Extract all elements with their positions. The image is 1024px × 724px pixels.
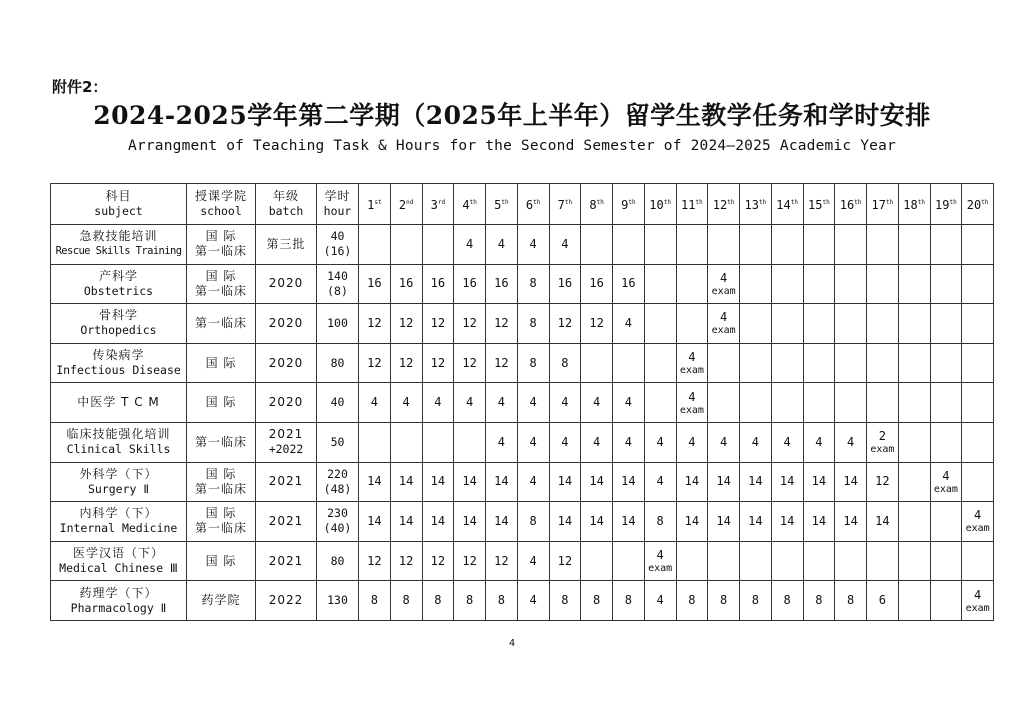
week-cell xyxy=(898,304,930,344)
week-cell: 4 xyxy=(835,422,867,462)
header-row xyxy=(51,184,994,225)
week-cell xyxy=(930,343,962,383)
subject-cell: 产科学 Obstetrics xyxy=(51,264,187,304)
week-cell: 12 xyxy=(422,343,454,383)
week-cell: 14 xyxy=(835,462,867,502)
week-cell xyxy=(390,225,422,265)
table-row xyxy=(51,422,994,462)
exam-label: exam xyxy=(965,602,990,614)
subject-cell: 骨科学 Orthopedics xyxy=(51,304,187,344)
school-cell: 国 际 第一临床 xyxy=(187,502,256,542)
week-cell xyxy=(835,541,867,581)
week-cell: 4 xyxy=(517,422,549,462)
week-cell: 2 exam xyxy=(867,422,899,462)
week-cell: 4 xyxy=(740,422,772,462)
page-title: 2024-2025学年第二学期（2025年上半年）留学生教学任务和学时安排 xyxy=(93,101,931,130)
week-cell: 14 xyxy=(835,502,867,542)
week-cell xyxy=(898,422,930,462)
school-cell: 国 际 xyxy=(187,383,256,423)
week-cell: 8 xyxy=(613,581,645,621)
week-cell: 14 xyxy=(454,502,486,542)
week-cell xyxy=(898,581,930,621)
week-cell xyxy=(898,383,930,423)
week-cell: 4 exam xyxy=(644,541,676,581)
week-cell: 8 xyxy=(676,581,708,621)
col-school: 授课学院 school xyxy=(187,184,256,225)
attachment-label: 附件2： xyxy=(52,78,108,96)
col-week-8: 8th xyxy=(581,184,613,225)
week-cell: 14 xyxy=(740,502,772,542)
week-cell xyxy=(867,264,899,304)
week-cell xyxy=(898,225,930,265)
col-week-19: 19th xyxy=(930,184,962,225)
week-cell xyxy=(867,383,899,423)
school-cell: 国 际 第一临床 xyxy=(187,264,256,304)
week-cell: 14 xyxy=(359,462,391,502)
week-cell: 16 xyxy=(549,264,581,304)
week-cell xyxy=(835,343,867,383)
subject-cell: 内科学（下） Internal Medicine xyxy=(51,502,187,542)
week-cell: 14 xyxy=(867,502,899,542)
week-cell xyxy=(708,343,740,383)
col-week-7: 7th xyxy=(549,184,581,225)
week-cell xyxy=(803,541,835,581)
week-cell: 8 xyxy=(740,581,772,621)
exam-label: exam xyxy=(711,285,736,297)
week-cell xyxy=(835,264,867,304)
week-cell: 4 xyxy=(581,422,613,462)
table-row xyxy=(51,383,994,423)
week-cell: 16 xyxy=(390,264,422,304)
week-cell: 4 exam xyxy=(708,264,740,304)
col-week-17: 17th xyxy=(867,184,899,225)
week-cell: 8 xyxy=(517,343,549,383)
week-cell xyxy=(835,304,867,344)
week-cell xyxy=(930,304,962,344)
table-row xyxy=(51,225,994,265)
week-cell xyxy=(771,225,803,265)
week-cell: 14 xyxy=(676,502,708,542)
week-cell: 4 xyxy=(613,304,645,344)
week-cell xyxy=(867,541,899,581)
hour-cell: 40 (16) xyxy=(317,225,359,265)
table-row xyxy=(51,502,994,542)
week-cell: 12 xyxy=(486,304,518,344)
week-cell: 8 xyxy=(517,264,549,304)
subject-cell: 中医学 T C M xyxy=(51,383,187,423)
subject-cell: 急救技能培训 Rescue Skills Training xyxy=(51,225,187,265)
week-cell xyxy=(359,225,391,265)
week-cell: 4 xyxy=(644,581,676,621)
week-cell xyxy=(803,264,835,304)
col-week-3: 3rd xyxy=(422,184,454,225)
week-cell xyxy=(867,225,899,265)
week-cell: 8 xyxy=(517,502,549,542)
week-cell: 4 xyxy=(517,383,549,423)
week-cell: 14 xyxy=(486,462,518,502)
week-cell xyxy=(581,343,613,383)
week-cell: 12 xyxy=(390,304,422,344)
week-cell: 4 xyxy=(486,383,518,423)
week-cell: 4 exam xyxy=(676,343,708,383)
week-cell: 14 xyxy=(740,462,772,502)
school-cell: 国 际 第一临床 xyxy=(187,225,256,265)
week-cell: 16 xyxy=(422,264,454,304)
week-cell: 8 xyxy=(549,581,581,621)
table-row xyxy=(51,343,994,383)
week-cell xyxy=(930,581,962,621)
week-cell: 8 xyxy=(390,581,422,621)
week-cell xyxy=(708,225,740,265)
week-cell xyxy=(644,225,676,265)
week-cell xyxy=(898,502,930,542)
week-cell: 4 exam xyxy=(708,304,740,344)
week-cell: 4 xyxy=(517,462,549,502)
week-cell: 8 xyxy=(581,581,613,621)
week-cell: 14 xyxy=(803,462,835,502)
week-cell: 8 xyxy=(517,304,549,344)
week-cell: 12 xyxy=(581,304,613,344)
subject-cell: 传染病学 Infectious Disease xyxy=(51,343,187,383)
week-cell: 12 xyxy=(390,343,422,383)
week-cell: 14 xyxy=(390,502,422,542)
week-cell xyxy=(962,264,994,304)
week-cell xyxy=(676,225,708,265)
week-cell: 4 xyxy=(676,422,708,462)
week-cell xyxy=(867,343,899,383)
week-cell xyxy=(930,541,962,581)
week-cell: 14 xyxy=(613,502,645,542)
school-cell: 第一临床 xyxy=(187,422,256,462)
week-cell: 4 xyxy=(644,462,676,502)
hour-cell: 40 xyxy=(317,383,359,423)
week-cell xyxy=(676,264,708,304)
week-cell: 4 xyxy=(644,422,676,462)
week-cell: 4 xyxy=(517,581,549,621)
week-cell: 8 xyxy=(708,581,740,621)
week-cell: 14 xyxy=(613,462,645,502)
col-week-15: 15th xyxy=(803,184,835,225)
week-cell: 4 xyxy=(517,225,549,265)
week-cell xyxy=(454,422,486,462)
exam-label: exam xyxy=(965,523,990,535)
week-cell: 14 xyxy=(771,462,803,502)
subject-cell: 医学汉语（下） Medical Chinese Ⅲ xyxy=(51,541,187,581)
table-row xyxy=(51,462,994,502)
week-cell: 14 xyxy=(549,462,581,502)
table-row xyxy=(51,541,994,581)
week-cell xyxy=(898,541,930,581)
week-cell: 14 xyxy=(454,462,486,502)
hour-cell: 140 (8) xyxy=(317,264,359,304)
table-row xyxy=(51,581,994,621)
week-cell: 16 xyxy=(486,264,518,304)
week-cell xyxy=(740,264,772,304)
week-cell: 8 xyxy=(771,581,803,621)
week-cell xyxy=(740,304,772,344)
week-cell: 8 xyxy=(835,581,867,621)
week-cell xyxy=(740,541,772,581)
exam-label: exam xyxy=(648,563,673,575)
page-number: 4 xyxy=(508,638,516,649)
week-cell: 12 xyxy=(549,541,581,581)
week-cell: 14 xyxy=(549,502,581,542)
exam-label: exam xyxy=(679,404,704,416)
week-cell: 14 xyxy=(359,502,391,542)
table-row xyxy=(51,264,994,304)
week-cell: 12 xyxy=(454,343,486,383)
col-week-1: 1st xyxy=(359,184,391,225)
batch-cell: 2021 +2022 xyxy=(256,422,317,462)
exam-label: exam xyxy=(933,483,958,495)
week-cell xyxy=(676,541,708,581)
week-cell: 6 xyxy=(867,581,899,621)
week-cell: 4 xyxy=(422,383,454,423)
week-cell xyxy=(771,541,803,581)
week-cell: 4 xyxy=(454,383,486,423)
school-cell: 国 际 xyxy=(187,541,256,581)
week-cell: 4 xyxy=(517,541,549,581)
week-cell xyxy=(740,343,772,383)
subject-cell: 外科学（下） Surgery Ⅱ xyxy=(51,462,187,502)
week-cell: 4 xyxy=(486,225,518,265)
week-cell: 12 xyxy=(422,304,454,344)
hour-cell: 130 xyxy=(317,581,359,621)
week-cell xyxy=(867,304,899,344)
week-cell xyxy=(708,383,740,423)
hour-cell: 100 xyxy=(317,304,359,344)
col-subject: 科目 subject xyxy=(51,184,187,225)
week-cell: 14 xyxy=(708,462,740,502)
week-cell: 4 xyxy=(613,422,645,462)
week-cell: 14 xyxy=(581,462,613,502)
school-cell: 药学院 xyxy=(187,581,256,621)
week-cell: 16 xyxy=(613,264,645,304)
week-cell xyxy=(835,225,867,265)
subject-cell: 临床技能强化培训 Clinical Skills xyxy=(51,422,187,462)
week-cell xyxy=(676,304,708,344)
week-cell xyxy=(390,422,422,462)
week-cell xyxy=(930,422,962,462)
table-row xyxy=(51,304,994,344)
hour-cell: 80 xyxy=(317,541,359,581)
week-cell: 8 xyxy=(359,581,391,621)
week-cell xyxy=(962,383,994,423)
week-cell xyxy=(835,383,867,423)
week-cell xyxy=(644,304,676,344)
week-cell: 14 xyxy=(486,502,518,542)
week-cell xyxy=(740,225,772,265)
week-cell xyxy=(422,422,454,462)
week-cell: 4 xyxy=(549,422,581,462)
week-cell: 14 xyxy=(581,502,613,542)
week-cell: 8 xyxy=(422,581,454,621)
batch-cell: 2020 xyxy=(256,383,317,423)
batch-cell: 2020 xyxy=(256,343,317,383)
week-cell: 4 xyxy=(390,383,422,423)
hour-cell: 220 (48) xyxy=(317,462,359,502)
week-cell xyxy=(898,264,930,304)
week-cell: 4 exam xyxy=(676,383,708,423)
col-hour: 学时 hour xyxy=(317,184,359,225)
week-cell xyxy=(644,383,676,423)
batch-cell: 2022 xyxy=(256,581,317,621)
week-cell: 12 xyxy=(390,541,422,581)
week-cell: 4 xyxy=(549,225,581,265)
week-cell xyxy=(644,264,676,304)
week-cell: 4 xyxy=(581,383,613,423)
week-cell xyxy=(803,225,835,265)
week-cell xyxy=(898,343,930,383)
week-cell xyxy=(771,343,803,383)
week-cell xyxy=(613,225,645,265)
week-cell: 12 xyxy=(422,541,454,581)
week-cell xyxy=(803,304,835,344)
week-cell: 12 xyxy=(454,304,486,344)
week-cell: 12 xyxy=(867,462,899,502)
week-cell xyxy=(803,343,835,383)
batch-cell: 2021 xyxy=(256,502,317,542)
exam-label: exam xyxy=(711,325,736,337)
week-cell xyxy=(613,343,645,383)
hour-cell: 230 (40) xyxy=(317,502,359,542)
week-cell xyxy=(581,541,613,581)
week-cell xyxy=(930,383,962,423)
col-week-14: 14th xyxy=(771,184,803,225)
week-cell: 4 exam xyxy=(962,502,994,542)
week-cell xyxy=(962,462,994,502)
week-cell xyxy=(930,264,962,304)
week-cell xyxy=(771,304,803,344)
week-cell xyxy=(771,383,803,423)
week-cell: 12 xyxy=(486,541,518,581)
week-cell: 16 xyxy=(454,264,486,304)
exam-label: exam xyxy=(679,365,704,377)
week-cell: 8 xyxy=(803,581,835,621)
week-cell xyxy=(930,502,962,542)
week-cell: 14 xyxy=(708,502,740,542)
week-cell xyxy=(962,304,994,344)
col-week-10: 10th xyxy=(644,184,676,225)
batch-cell: 第三批 xyxy=(256,225,317,265)
page-subtitle: Arrangment of Teaching Task & Hours for the Second Semester of 2024—2025 Academic Year xyxy=(128,138,896,154)
week-cell: 12 xyxy=(454,541,486,581)
col-week-11: 11th xyxy=(676,184,708,225)
week-cell xyxy=(962,422,994,462)
week-cell xyxy=(422,225,454,265)
week-cell xyxy=(613,541,645,581)
week-cell: 4 exam xyxy=(962,581,994,621)
batch-cell: 2020 xyxy=(256,264,317,304)
hour-cell: 80 xyxy=(317,343,359,383)
week-cell: 4 xyxy=(486,422,518,462)
week-cell xyxy=(581,225,613,265)
week-cell: 8 xyxy=(486,581,518,621)
col-week-4: 4th xyxy=(454,184,486,225)
week-cell: 4 exam xyxy=(930,462,962,502)
col-week-16: 16th xyxy=(835,184,867,225)
week-cell: 4 xyxy=(708,422,740,462)
week-cell xyxy=(771,264,803,304)
week-cell xyxy=(962,225,994,265)
week-cell: 16 xyxy=(359,264,391,304)
week-cell xyxy=(962,541,994,581)
week-cell: 4 xyxy=(359,383,391,423)
subject-cell: 药理学（下） Pharmacology Ⅱ xyxy=(51,581,187,621)
week-cell xyxy=(708,541,740,581)
week-cell: 4 xyxy=(803,422,835,462)
school-cell: 国 际 第一临床 xyxy=(187,462,256,502)
week-cell: 14 xyxy=(422,462,454,502)
col-week-5: 5th xyxy=(486,184,518,225)
col-week-18: 18th xyxy=(898,184,930,225)
week-cell xyxy=(898,462,930,502)
week-cell: 14 xyxy=(422,502,454,542)
week-cell: 8 xyxy=(549,343,581,383)
week-cell xyxy=(359,422,391,462)
week-cell xyxy=(740,383,772,423)
schedule-table xyxy=(50,183,994,621)
week-cell: 4 xyxy=(613,383,645,423)
week-cell: 12 xyxy=(359,304,391,344)
week-cell xyxy=(644,343,676,383)
week-cell xyxy=(930,225,962,265)
week-cell: 12 xyxy=(359,541,391,581)
col-week-6: 6th xyxy=(517,184,549,225)
col-week-20: 20th xyxy=(962,184,994,225)
week-cell: 14 xyxy=(803,502,835,542)
school-cell: 国 际 xyxy=(187,343,256,383)
week-cell: 8 xyxy=(644,502,676,542)
week-cell: 12 xyxy=(486,343,518,383)
week-cell: 12 xyxy=(549,304,581,344)
col-week-2: 2nd xyxy=(390,184,422,225)
week-cell: 16 xyxy=(581,264,613,304)
week-cell xyxy=(803,383,835,423)
week-cell: 8 xyxy=(454,581,486,621)
week-cell: 14 xyxy=(676,462,708,502)
week-cell: 4 xyxy=(771,422,803,462)
col-week-13: 13th xyxy=(740,184,772,225)
batch-cell: 2021 xyxy=(256,541,317,581)
col-batch: 年级 batch xyxy=(256,184,317,225)
school-cell: 第一临床 xyxy=(187,304,256,344)
col-week-12: 12th xyxy=(708,184,740,225)
week-cell: 4 xyxy=(549,383,581,423)
col-week-9: 9th xyxy=(613,184,645,225)
batch-cell: 2021 xyxy=(256,462,317,502)
hour-cell: 50 xyxy=(317,422,359,462)
week-cell: 14 xyxy=(390,462,422,502)
exam-label: exam xyxy=(870,444,895,456)
week-cell: 4 xyxy=(454,225,486,265)
batch-cell: 2020 xyxy=(256,304,317,344)
week-cell xyxy=(962,343,994,383)
week-cell: 14 xyxy=(771,502,803,542)
week-cell: 12 xyxy=(359,343,391,383)
